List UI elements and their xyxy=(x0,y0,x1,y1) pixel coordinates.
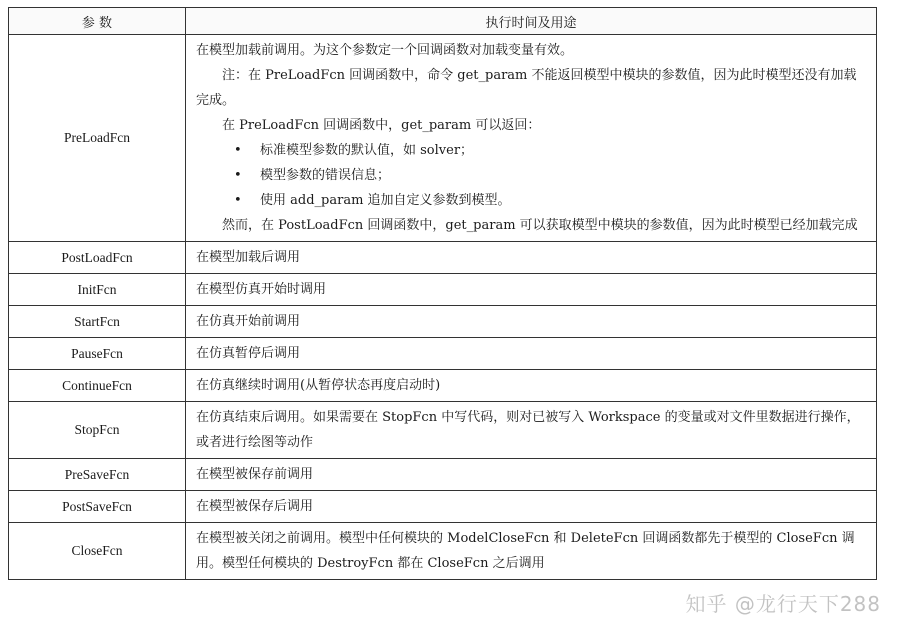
table-row xyxy=(9,242,877,274)
param-name: PostLoadFcn xyxy=(9,242,186,274)
table-row xyxy=(9,523,877,580)
bullet-item: • 标准模型参数的默认值，如 solver； xyxy=(196,138,868,163)
param-name: StartFcn xyxy=(9,306,186,338)
param-desc: 在仿真继续时调用(从暂停状态再度启动时) xyxy=(186,370,877,402)
table-header-row xyxy=(9,8,877,35)
table-row xyxy=(9,402,877,459)
param-name: PreLoadFcn xyxy=(9,35,186,242)
param-desc: 在仿真结束后调用。如果需要在 StopFcn 中写代码，则对已被写入 Workspace 的变量或对文件里数据进行操作，或者进行绘图等动作 xyxy=(186,402,877,459)
param-name: PauseFcn xyxy=(9,338,186,370)
desc-paragraph: 在模型加载前调用。为这个参数定一个回调函数对加载变量有效。 xyxy=(196,43,574,58)
desc-paragraph: 然而，在 PostLoadFcn 回调函数中，get_param 可以获取模型中模块的参数值，因为此时模型已经加载完成 xyxy=(222,218,858,233)
param-name: PostSaveFcn xyxy=(9,491,186,523)
param-desc: 在仿真暂停后调用 xyxy=(186,338,877,370)
param-desc: 在模型被保存后调用 xyxy=(186,491,877,523)
bullet-icon: • xyxy=(234,168,242,183)
param-desc: 在模型被保存前调用 xyxy=(186,459,877,491)
bullet-item: • 模型参数的错误信息； xyxy=(196,163,868,188)
bullet-item: • 使用 add_param 追加自定义参数到模型。 xyxy=(196,188,868,213)
table-row xyxy=(9,35,877,242)
param-desc: 在模型被关闭之前调用。模型中任何模块的 ModelCloseFcn 和 DeleteFcn 回调函数都先于模型的 CloseFcn 调用。模型任何模块的 DestroyFcn 都在 CloseFcn 之后调用 xyxy=(186,523,877,580)
param-desc: 在仿真开始前调用 xyxy=(186,306,877,338)
header-param: 参 数 xyxy=(9,8,186,35)
param-desc xyxy=(186,35,877,242)
param-name: ContinueFcn xyxy=(9,370,186,402)
param-name: InitFcn xyxy=(9,274,186,306)
table-row xyxy=(9,370,877,402)
param-desc: 在模型加载后调用 xyxy=(186,242,877,274)
param-name: CloseFcn xyxy=(9,523,186,580)
param-name: PreSaveFcn xyxy=(9,459,186,491)
table-row xyxy=(9,306,877,338)
param-name: StopFcn xyxy=(9,402,186,459)
bullet-icon: • xyxy=(234,143,242,158)
desc-note: 注：在 PreLoadFcn 回调函数中，命令 get_param 不能返回模型中模块的参数值，因为此时模型还没有加载完成。 xyxy=(196,68,857,108)
param-desc: 在模型仿真开始时调用 xyxy=(186,274,877,306)
callback-table xyxy=(8,7,877,580)
table-row xyxy=(9,338,877,370)
bullet-icon: • xyxy=(234,193,242,208)
table-row xyxy=(9,459,877,491)
table-row xyxy=(9,491,877,523)
desc-paragraph: 在 PreLoadFcn 回调函数中，get_param 可以返回： xyxy=(222,118,541,133)
table-row xyxy=(9,274,877,306)
watermark: 知乎 @龙行天下288 xyxy=(685,592,881,616)
header-desc: 执行时间及用途 xyxy=(186,8,877,35)
